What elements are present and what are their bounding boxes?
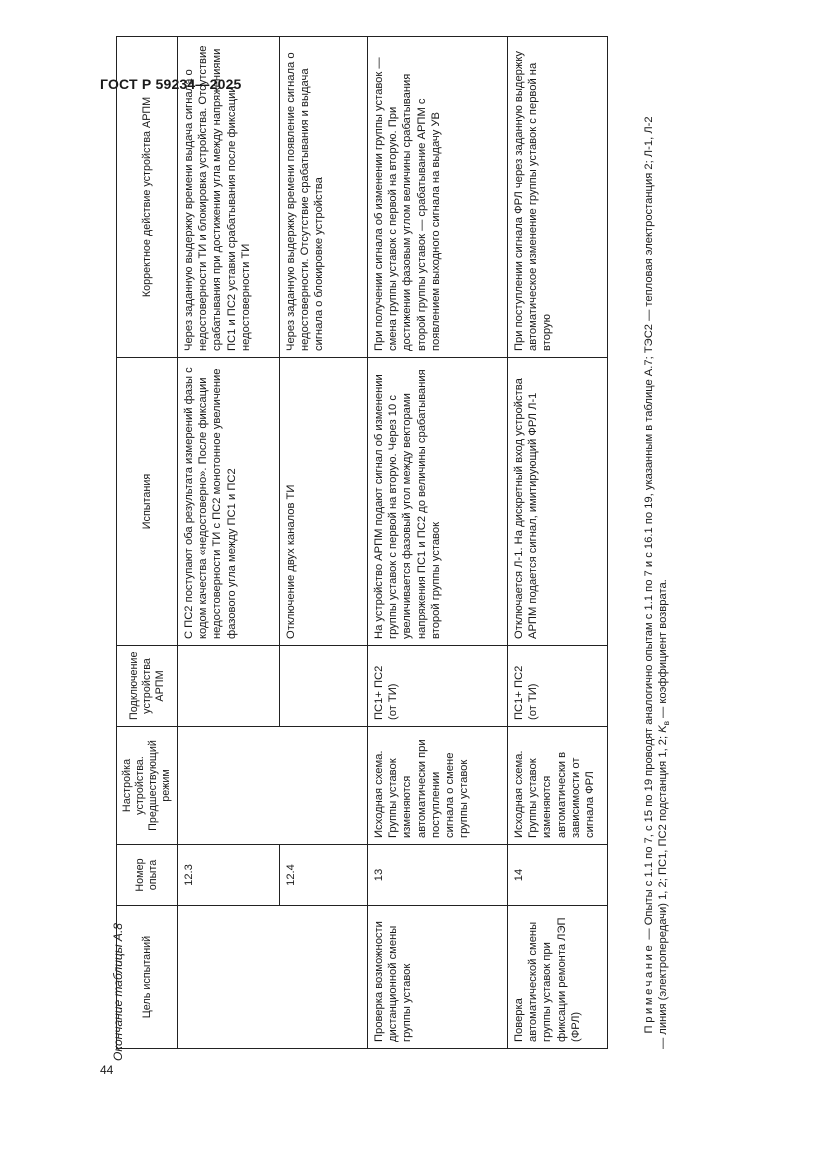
test-table	[116, 36, 608, 1049]
note-text: — Опыты с 1.1 по 7, с 15 по 19 проводят аналогично опытам с 1.1 по 7 и с 16.1 по 19, указанным в таблице А.7; ТЭС2 — тепловая электростанция 2; Л-1, Л-2 — линия (электропередачи) 1, 2; ПС1, ПС2 подстанция 1, 2;	[643, 116, 669, 1049]
cell-setup: Исходная схема. Группы уставок изменяются автоматически в зависимости от сигнала ФРЛ	[508, 727, 608, 845]
cell-connection: ПС1+ ПС2 (от ТИ)	[508, 646, 608, 727]
column-header-number: Номер опыта	[117, 845, 178, 906]
cell-connection	[280, 646, 368, 727]
cell-goal	[178, 906, 280, 1049]
cell-goal: Проверка возможности дистанционной смены группы уставок	[368, 906, 508, 1049]
document-header: ГОСТ Р 59234—2025	[100, 76, 242, 92]
cell-action: Через заданную выдержку времени выдача сигнала о недостоверности ТИ и блокировка устройства. Отсутствие срабатывания при достижении угла между напряжениями ПС1 и ПС2 уставки срабатывания после фиксации недостоверности ТИ	[178, 37, 280, 358]
cell-test: Отключается Л-1. На дискретный вход устройства АРПМ подается сигнал, имитирующий ФРЛ Л-1	[508, 358, 608, 646]
column-header-connection: Подключение устройства АРПМ	[117, 646, 178, 727]
k-subscript: в	[662, 721, 672, 726]
column-header-test: Испытания	[117, 358, 178, 646]
cell-action: При поступлении сигнала ФРЛ через заданную выдержку автоматическое изменение группы уставок с первой на вторую	[508, 37, 608, 358]
table-row	[368, 37, 508, 1049]
cell-action: Через заданную выдержку времени появление сигнала о недостоверности. Отсутствие срабатывания и выдача сигнала о блокировке устройства	[280, 37, 368, 358]
cell-test: На устройство АРПМ подают сигнал об изменении группы уставок с первой на вторую. Через 10 с увеличивается фазовый угол между векторами напряжения ПС1 и ПС2 до величины срабатывания второй группы уставок	[368, 358, 508, 646]
cell-connection	[178, 646, 280, 727]
cell-test: С ПС2 поступают оба результата измерений фазы с кодом качества «недостоверно». После фиксации недостоверности ТИ с ПС2 монотонное увеличение фазового угла между ПС1 и ПС2	[178, 358, 280, 646]
cell-number: 14	[508, 845, 608, 906]
cell-action: При получении сигнала об изменении группы уставок — смена группы уставок с первой на вторую. При достижении фазовым углом величины срабатывания второй группы уставок — срабатывание АРПМ с появлением выходного сигнала на выдачу УВ	[368, 37, 508, 358]
table-caption: Окончание таблицы А.8	[111, 923, 125, 1061]
table-row	[178, 37, 280, 1049]
cell-test: Отключение двух каналов ТИ	[280, 358, 368, 646]
column-header-goal: Цель испытаний	[117, 906, 178, 1049]
cell-number: 12.4	[280, 845, 368, 906]
page-number: 44	[100, 1063, 114, 1077]
cell-setup	[178, 727, 280, 845]
note-label: Примечание	[643, 942, 655, 1034]
column-header-setup: Настройка устройства. Предшествующий режим	[117, 727, 178, 845]
cell-goal	[280, 906, 368, 1049]
cell-number: 12.3	[178, 845, 280, 906]
table-row	[280, 37, 368, 1049]
table-header-row	[117, 37, 178, 1049]
cell-connection: ПС1+ ПС2 (от ТИ)	[368, 646, 508, 727]
cell-goal: Поверка автоматической смены группы уставок при фиксации ремонта ЛЭП (ФРЛ)	[508, 906, 608, 1049]
column-header-action: Корректное действие устройства АРПМ	[117, 37, 178, 358]
cell-number: 13	[368, 845, 508, 906]
k-symbol: K	[657, 725, 669, 733]
cell-setup: Исходная схема. Группы уставок изменяются автоматически при поступлении сигнала о смене группы уставок	[368, 727, 508, 845]
table-note	[642, 115, 674, 1049]
note-text-end: — коэффициент возврата.	[657, 579, 669, 722]
table-row	[508, 37, 608, 1049]
cell-setup	[280, 727, 368, 845]
